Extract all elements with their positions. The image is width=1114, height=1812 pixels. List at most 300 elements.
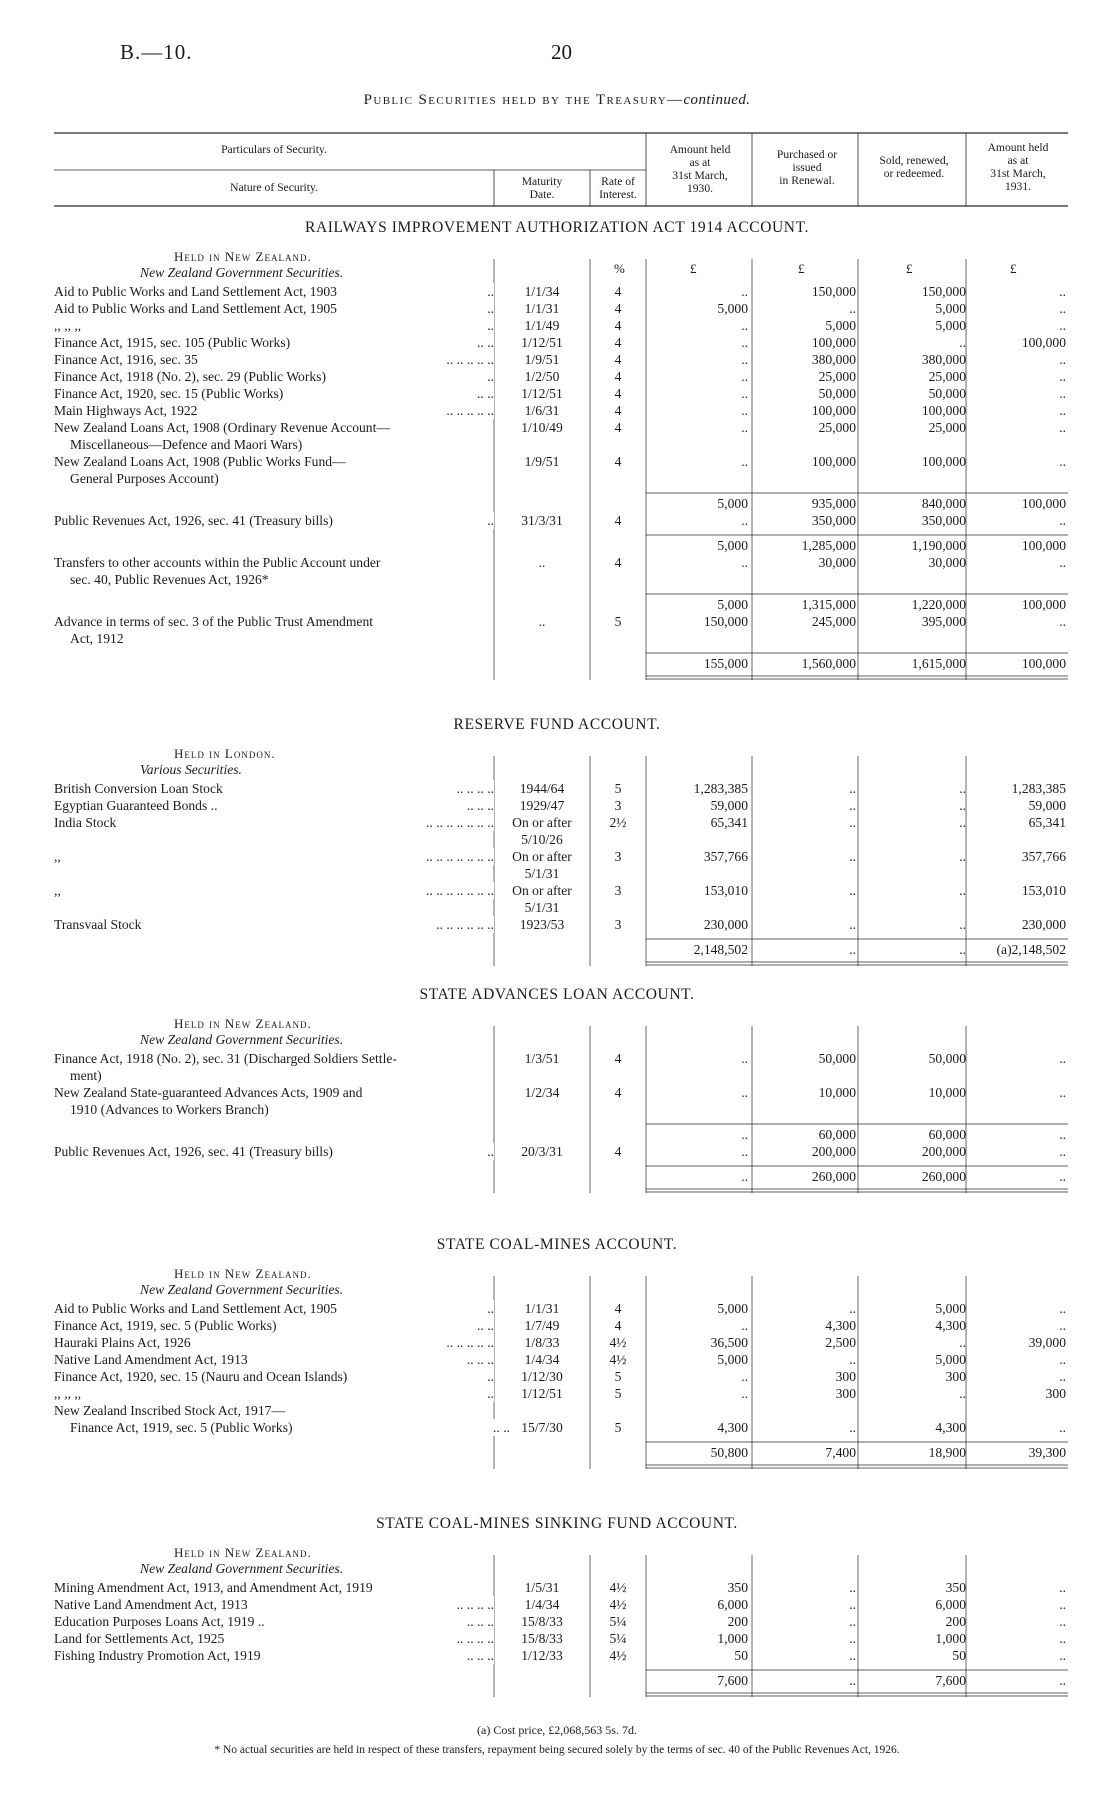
table-row — [0, 1596, 1114, 1613]
amount-held-1931: 100,000 — [1021, 335, 1066, 350]
purchased-amount: 1,315,000 — [801, 597, 856, 612]
header-held-1930-4: 1930. — [686, 182, 714, 195]
header-nature: Nature of Security. — [230, 181, 318, 194]
section-title: STATE ADVANCES LOAN ACCOUNT. — [419, 986, 695, 1003]
section-title: RAILWAYS IMPROVEMENT AUTHORIZATION ACT 1914 ACCOUNT. — [305, 219, 809, 236]
sold-amount: 100,000 — [921, 454, 966, 469]
security-name: Native Land Amendment Act, 1913 .. .. .. — [54, 1352, 494, 1367]
amount-held-1930: .. — [741, 403, 748, 418]
sold-amount: 60,000 — [928, 1127, 966, 1142]
sold-amount: 30,000 — [928, 555, 966, 570]
purchased-amount: 245,000 — [811, 614, 856, 629]
amount-held-1930: .. — [741, 1051, 748, 1066]
amount-held-1930: 200 — [727, 1614, 748, 1629]
security-name: Finance Act, 1918 (No. 2), sec. 29 (Public Works) .. — [54, 369, 494, 384]
table-row — [0, 1647, 1114, 1664]
header-held-1931-1: Amount held — [987, 141, 1049, 154]
purchased-amount: .. — [849, 849, 856, 864]
sold-amount: 1,615,000 — [911, 656, 966, 671]
table-row — [0, 1050, 1114, 1067]
leader-dots: .. — [483, 300, 494, 317]
maturity-date: On or after — [512, 815, 572, 830]
amount-held-1931: .. — [1059, 403, 1066, 418]
maturity-date: .. — [538, 555, 546, 570]
purchased-amount: .. — [849, 1614, 856, 1629]
security-name: Aid to Public Works and Land Settlement Act, 1905 .. — [54, 1301, 494, 1316]
purchased-amount: 935,000 — [811, 496, 856, 511]
table-row — [0, 831, 1114, 848]
maturity-date: 1/2/34 — [524, 1085, 560, 1100]
sold-amount: 350 — [945, 1580, 966, 1595]
sold-amount: 1,190,000 — [911, 538, 966, 553]
amount-held-1931: .. — [1059, 369, 1066, 384]
amount-held-1931: .. — [1059, 1301, 1066, 1316]
table-row — [0, 1101, 1114, 1118]
purchased-amount: .. — [849, 1673, 856, 1688]
table-row — [0, 554, 1114, 571]
sold-amount: 1,000 — [935, 1631, 966, 1646]
purchased-amount: .. — [849, 883, 856, 898]
purchased-amount: .. — [849, 1648, 856, 1663]
amount-held-1931: 100,000 — [1021, 538, 1066, 553]
table-row — [0, 571, 1114, 588]
leader-dots: .. .. .. .. .. — [442, 1334, 494, 1351]
amount-held-1931: .. — [1059, 1420, 1066, 1435]
purchased-amount: .. — [849, 1420, 856, 1435]
maturity-date: 31/3/31 — [521, 513, 563, 528]
purchased-amount: 30,000 — [818, 555, 856, 570]
leader-dots: .. — [483, 512, 494, 529]
table-row — [0, 941, 1114, 958]
purchased-amount: 10,000 — [818, 1085, 856, 1100]
leader-dots: .. — [483, 368, 494, 385]
amount-held-1931: 65,341 — [1028, 815, 1066, 830]
maturity-date: On or after — [512, 883, 572, 898]
leader-dots: .. — [483, 317, 494, 334]
leader-dots: .. .. .. .. — [453, 1630, 494, 1647]
security-name: Finance Act, 1919, sec. 5 (Public Works) .. .. — [70, 1420, 510, 1435]
sold-amount: 150,000 — [921, 284, 966, 299]
table-row — [0, 1419, 1114, 1436]
sold-amount: .. — [959, 917, 966, 932]
maturity-date: 15/7/30 — [521, 1420, 563, 1435]
interest-rate: 5 — [614, 1369, 622, 1384]
interest-rate: 4 — [614, 403, 622, 418]
unit-c1-label: £ — [690, 261, 697, 276]
header-held-1931-2: as at — [1007, 154, 1029, 167]
amount-held-1930: 5,000 — [717, 597, 748, 612]
interest-rate: 4½ — [609, 1580, 627, 1595]
footnote-star: * No actual securities are held in respect of these transfers, repayment being secured solely by the terms of sec. 40 of the Public Revenues Act, 1926. — [214, 1744, 900, 1756]
header-held-1931-4: 1931. — [1004, 180, 1032, 193]
table-row — [0, 865, 1114, 882]
amount-held-1931: .. — [1059, 386, 1066, 401]
purchased-amount: .. — [849, 815, 856, 830]
purchased-amount: 150,000 — [811, 284, 856, 299]
amount-held-1931: .. — [1059, 301, 1066, 316]
maturity-date: 15/8/33 — [521, 1631, 563, 1646]
table-row — [0, 1351, 1114, 1368]
leader-dots: .. .. .. .. .. .. .. — [422, 848, 494, 865]
maturity-date: 1944/64 — [519, 781, 565, 796]
security-name: ,, .. .. .. .. .. .. .. — [54, 883, 494, 898]
leader-dots: .. .. — [473, 385, 494, 402]
maturity-date: 1/10/49 — [521, 420, 563, 435]
amount-held-1930: .. — [741, 454, 748, 469]
header-rate-1: Rate of — [601, 175, 635, 188]
maturity-date: 1/4/34 — [524, 1352, 560, 1367]
purchased-amount: 100,000 — [811, 335, 856, 350]
amount-held-1930: .. — [741, 1144, 748, 1159]
table-row — [0, 655, 1114, 672]
amount-held-1931: .. — [1059, 1648, 1066, 1663]
amount-held-1930: 50 — [734, 1648, 748, 1663]
amount-held-1931: .. — [1059, 1614, 1066, 1629]
leader-dots: .. — [483, 1385, 494, 1402]
amount-held-1930: .. — [741, 369, 748, 384]
amount-held-1930: .. — [741, 1085, 748, 1100]
amount-held-1931: .. — [1059, 1580, 1066, 1595]
interest-rate: 4 — [614, 352, 622, 367]
table-row — [0, 512, 1114, 529]
security-name: Finance Act, 1920, sec. 15 (Public Works) .. .. — [54, 386, 494, 401]
sold-amount: 50 — [952, 1648, 966, 1663]
sold-amount: 840,000 — [921, 496, 966, 511]
amount-held-1930: 150,000 — [703, 614, 748, 629]
amount-held-1931: 39,300 — [1028, 1445, 1066, 1460]
amount-held-1931: 230,000 — [1021, 917, 1066, 932]
header-particulars: Particulars of Security. — [221, 143, 327, 156]
table-row — [0, 537, 1114, 554]
table-row — [0, 1368, 1114, 1385]
sold-amount: 7,600 — [935, 1673, 966, 1688]
amount-held-1931: .. — [1059, 1051, 1066, 1066]
table-row — [0, 630, 1114, 647]
amount-held-1930: 1,283,385 — [693, 781, 748, 796]
amount-held-1930: 5,000 — [717, 496, 748, 511]
sold-amount: 5,000 — [935, 1301, 966, 1316]
security-name: Finance Act, 1915, sec. 105 (Public Works) .. .. — [54, 335, 494, 350]
maturity-date: 1/6/31 — [524, 403, 560, 418]
sold-amount: 350,000 — [921, 513, 966, 528]
security-name: Transfers to other accounts within the Public Account under — [54, 555, 381, 570]
sold-amount: .. — [959, 815, 966, 830]
purchased-amount: 2,500 — [825, 1335, 856, 1350]
table-row — [0, 1300, 1114, 1317]
interest-rate: 4½ — [609, 1335, 627, 1350]
purchased-amount: 25,000 — [818, 420, 856, 435]
purchased-amount: .. — [849, 942, 856, 957]
table-row — [0, 1143, 1114, 1160]
table-row — [0, 351, 1114, 368]
interest-rate: 5 — [614, 614, 622, 629]
purchased-amount: .. — [849, 781, 856, 796]
security-name: Public Revenues Act, 1926, sec. 41 (Treasury bills) .. — [54, 1144, 494, 1159]
amount-held-1930: .. — [741, 1169, 748, 1184]
security-name: Finance Act, 1919, sec. 5 (Public Works) .. .. — [54, 1318, 494, 1333]
sold-amount: 4,300 — [935, 1318, 966, 1333]
purchased-amount: 50,000 — [818, 1051, 856, 1066]
table-row — [0, 1126, 1114, 1143]
leader-dots: .. — [483, 1368, 494, 1385]
security-name: Fishing Industry Promotion Act, 1919 .. .. .. — [54, 1648, 494, 1663]
maturity-date: 1/12/51 — [521, 386, 563, 401]
purchased-amount: 25,000 — [818, 369, 856, 384]
purchased-amount: 7,400 — [825, 1445, 856, 1460]
table-row — [0, 1334, 1114, 1351]
amount-held-1930: 65,341 — [710, 815, 748, 830]
purchased-amount: 4,300 — [825, 1318, 856, 1333]
security-name: New Zealand Loans Act, 1908 (Ordinary Revenue Account— — [54, 420, 390, 435]
maturity-date: On or after — [512, 849, 572, 864]
security-name: ,, ,, ,, .. — [54, 1386, 494, 1401]
sold-amount: 10,000 — [928, 1085, 966, 1100]
maturity-date: 1/12/33 — [521, 1648, 563, 1663]
interest-rate: 2½ — [609, 815, 627, 830]
sold-amount: 395,000 — [921, 614, 966, 629]
table-row — [0, 470, 1114, 487]
unit-c4-label: £ — [1010, 261, 1017, 276]
amount-held-1930: .. — [741, 1318, 748, 1333]
amount-held-1931: .. — [1059, 513, 1066, 528]
purchased-amount: 300 — [835, 1369, 856, 1384]
amount-held-1930: .. — [741, 335, 748, 350]
amount-held-1931: .. — [1059, 1597, 1066, 1612]
sold-amount: 6,000 — [935, 1597, 966, 1612]
maturity-date: 15/8/33 — [521, 1614, 563, 1629]
amount-held-1931: (a)2,148,502 — [996, 942, 1066, 957]
security-name: Advance in terms of sec. 3 of the Public Trust Amendment — [54, 614, 374, 629]
table-row — [0, 1067, 1114, 1084]
table-row — [0, 1084, 1114, 1101]
purchased-amount: .. — [849, 301, 856, 316]
leader-dots: .. — [483, 1300, 494, 1317]
sold-amount: 50,000 — [928, 386, 966, 401]
amount-held-1930: 155,000 — [703, 656, 748, 671]
table-row — [0, 596, 1114, 613]
sold-amount: 260,000 — [921, 1169, 966, 1184]
leader-dots: .. .. — [473, 334, 494, 351]
sold-amount: .. — [959, 883, 966, 898]
maturity-date: 1/12/51 — [521, 1386, 563, 1401]
maturity-date: 1/1/31 — [524, 1301, 560, 1316]
maturity-date: 1/1/49 — [524, 318, 560, 333]
amount-held-1930: 7,600 — [717, 1673, 748, 1688]
amount-held-1930: 5,000 — [717, 1301, 748, 1316]
security-name: sec. 40, Public Revenues Act, 1926* — [70, 572, 269, 587]
header-held-1931-3: 31st March, — [990, 167, 1046, 180]
amount-held-1931: 100,000 — [1021, 597, 1066, 612]
leader-dots: .. .. .. — [463, 797, 494, 814]
header-held-1930-3: 31st March, — [672, 169, 728, 182]
header-sold-2: or redeemed. — [883, 167, 945, 180]
security-name: New Zealand Inscribed Stock Act, 1917— — [54, 1403, 286, 1418]
table-row — [0, 780, 1114, 797]
table-row — [0, 436, 1114, 453]
amount-held-1930: .. — [741, 352, 748, 367]
security-name: New Zealand State-guaranteed Advances Acts, 1909 and — [54, 1085, 363, 1100]
amount-held-1931: .. — [1059, 318, 1066, 333]
amount-held-1931: .. — [1059, 555, 1066, 570]
section-held-heading: Held in New Zealand. — [174, 1266, 312, 1281]
amount-held-1930: 5,000 — [717, 301, 748, 316]
security-name: Education Purposes Loans Act, 1919 .. .. .. .. — [54, 1614, 494, 1629]
amount-held-1930: .. — [741, 1386, 748, 1401]
security-name: Aid to Public Works and Land Settlement Act, 1905 .. — [54, 301, 494, 316]
amount-held-1930: 50,800 — [710, 1445, 748, 1460]
table-row — [0, 419, 1114, 436]
amount-held-1930: .. — [741, 1127, 748, 1142]
interest-rate: 4 — [614, 513, 622, 528]
unit-c2-label: £ — [798, 261, 805, 276]
security-name: Finance Act, 1920, sec. 15 (Nauru and Ocean Islands) .. — [54, 1369, 494, 1384]
sold-amount: .. — [959, 942, 966, 957]
amount-held-1931: .. — [1059, 352, 1066, 367]
table-row — [0, 916, 1114, 933]
interest-rate: 3 — [614, 917, 622, 932]
amount-held-1931: 300 — [1045, 1386, 1066, 1401]
amount-held-1931: 100,000 — [1021, 656, 1066, 671]
interest-rate: 4 — [614, 1051, 622, 1066]
header-held-1930-1: Amount held — [669, 143, 731, 156]
security-name: Main Highways Act, 1922 .. .. .. .. .. — [54, 403, 494, 418]
interest-rate: 4½ — [609, 1597, 627, 1612]
amount-held-1931: 357,766 — [1021, 849, 1066, 864]
section-subheading: New Zealand Government Securities. — [140, 1282, 344, 1297]
maturity-date: 1/12/30 — [521, 1369, 563, 1384]
security-name: Finance Act, 1916, sec. 35 .. .. .. .. .. — [54, 352, 494, 367]
table-row — [0, 1385, 1114, 1402]
amount-held-1930: 5,000 — [717, 538, 748, 553]
header-purchased-2: issued — [792, 161, 822, 174]
purchased-amount: .. — [849, 798, 856, 813]
leader-dots: .. .. .. .. .. — [442, 351, 494, 368]
section-held-heading: Held in New Zealand. — [174, 1545, 312, 1560]
table-row — [0, 814, 1114, 831]
security-name: Transvaal Stock .. .. .. .. .. .. — [54, 917, 494, 932]
interest-rate: 3 — [614, 849, 622, 864]
table-row — [0, 317, 1114, 334]
sold-amount: .. — [959, 1386, 966, 1401]
purchased-amount: 1,285,000 — [801, 538, 856, 553]
interest-rate: 4 — [614, 420, 622, 435]
table-row — [0, 1579, 1114, 1596]
security-name: ,, ,, ,, .. — [54, 318, 494, 333]
section-subheading: Various Securities. — [140, 762, 242, 777]
interest-rate: 3 — [614, 798, 622, 813]
sold-amount: 18,900 — [928, 1445, 966, 1460]
amount-held-1931: .. — [1059, 454, 1066, 469]
maturity-date: 1/1/34 — [524, 284, 560, 299]
security-name: General Purposes Account) — [70, 471, 219, 486]
interest-rate: 4½ — [609, 1352, 627, 1367]
amount-held-1930: 153,010 — [703, 883, 748, 898]
header-rate-2: Interest. — [599, 188, 637, 201]
table-row — [0, 613, 1114, 630]
security-name: British Conversion Loan Stock .. .. .. .. — [54, 781, 494, 796]
sold-amount: 25,000 — [928, 369, 966, 384]
header-sold-1: Sold, renewed, — [879, 154, 949, 167]
security-name: ment) — [70, 1068, 102, 1083]
table-row — [0, 368, 1114, 385]
interest-rate: 5 — [614, 781, 622, 796]
table-row — [0, 797, 1114, 814]
amount-held-1931: .. — [1059, 284, 1066, 299]
sold-amount: .. — [959, 849, 966, 864]
purchased-amount: .. — [849, 1301, 856, 1316]
footnote-a: (a) Cost price, £2,068,563 5s. 7d. — [477, 1723, 637, 1737]
interest-rate: 4 — [614, 386, 622, 401]
interest-rate: 4 — [614, 454, 622, 469]
amount-held-1931: .. — [1059, 420, 1066, 435]
sold-amount: 5,000 — [935, 301, 966, 316]
page-number: 20 — [551, 40, 572, 64]
security-name: Mining Amendment Act, 1913, and Amendment Act, 1919 — [54, 1580, 373, 1595]
table-row — [0, 1317, 1114, 1334]
page-reference: B.—10. — [120, 40, 193, 64]
sold-amount: 4,300 — [935, 1420, 966, 1435]
section-held-heading: Held in New Zealand. — [174, 249, 312, 264]
interest-rate: 4 — [614, 284, 622, 299]
maturity-date: 1/12/51 — [521, 335, 563, 350]
table-row — [0, 1630, 1114, 1647]
sold-amount: .. — [959, 781, 966, 796]
table-row — [0, 1168, 1114, 1185]
table-row — [0, 899, 1114, 916]
sold-amount: 25,000 — [928, 420, 966, 435]
header-maturity-1: Maturity — [521, 175, 563, 188]
amount-held-1930: 6,000 — [717, 1597, 748, 1612]
interest-rate: 4 — [614, 1301, 622, 1316]
maturity-date: 1/1/31 — [524, 301, 560, 316]
sold-amount: .. — [959, 798, 966, 813]
purchased-amount: 60,000 — [818, 1127, 856, 1142]
table-row — [0, 1444, 1114, 1461]
leader-dots: .. .. .. .. .. — [442, 402, 494, 419]
security-name: Finance Act, 1918 (No. 2), sec. 31 (Discharged Soldiers Settle- — [54, 1051, 397, 1066]
purchased-amount: .. — [849, 1631, 856, 1646]
security-name: Native Land Amendment Act, 1913 .. .. .. .. — [54, 1597, 494, 1612]
unit-rate-label: % — [614, 261, 625, 276]
purchased-amount: .. — [849, 1597, 856, 1612]
amount-held-1931: 100,000 — [1021, 496, 1066, 511]
maturity-date: 1/3/51 — [524, 1051, 560, 1066]
security-name: Hauraki Plains Act, 1926 .. .. .. .. .. — [54, 1335, 494, 1350]
amount-held-1930: .. — [741, 555, 748, 570]
interest-rate: 4 — [614, 555, 622, 570]
sold-amount: 5,000 — [935, 1352, 966, 1367]
amount-held-1931: 39,000 — [1028, 1335, 1066, 1350]
purchased-amount: 100,000 — [811, 454, 856, 469]
amount-held-1930: .. — [741, 284, 748, 299]
amount-held-1930: 36,500 — [710, 1335, 748, 1350]
section-title: STATE COAL-MINES ACCOUNT. — [436, 1236, 678, 1253]
leader-dots: .. .. — [489, 1419, 510, 1436]
interest-rate: 5¼ — [609, 1614, 627, 1629]
leader-dots: .. — [483, 283, 494, 300]
section-title: STATE COAL-MINES SINKING FUND ACCOUNT. — [376, 1515, 738, 1532]
leader-dots: .. .. .. .. .. .. .. — [422, 814, 494, 831]
amount-held-1931: 1,283,385 — [1011, 781, 1066, 796]
page-title-text: Public Securities held by the Treasury— — [363, 92, 684, 108]
security-name: ,, .. .. .. .. .. .. .. — [54, 849, 494, 864]
unit-c3-label: £ — [906, 261, 913, 276]
section-held-heading: Held in London. — [174, 746, 276, 761]
sold-amount: 200,000 — [921, 1144, 966, 1159]
sold-amount: 5,000 — [935, 318, 966, 333]
amount-held-1930: 5,000 — [717, 1352, 748, 1367]
leader-dots: .. .. .. .. — [453, 780, 494, 797]
